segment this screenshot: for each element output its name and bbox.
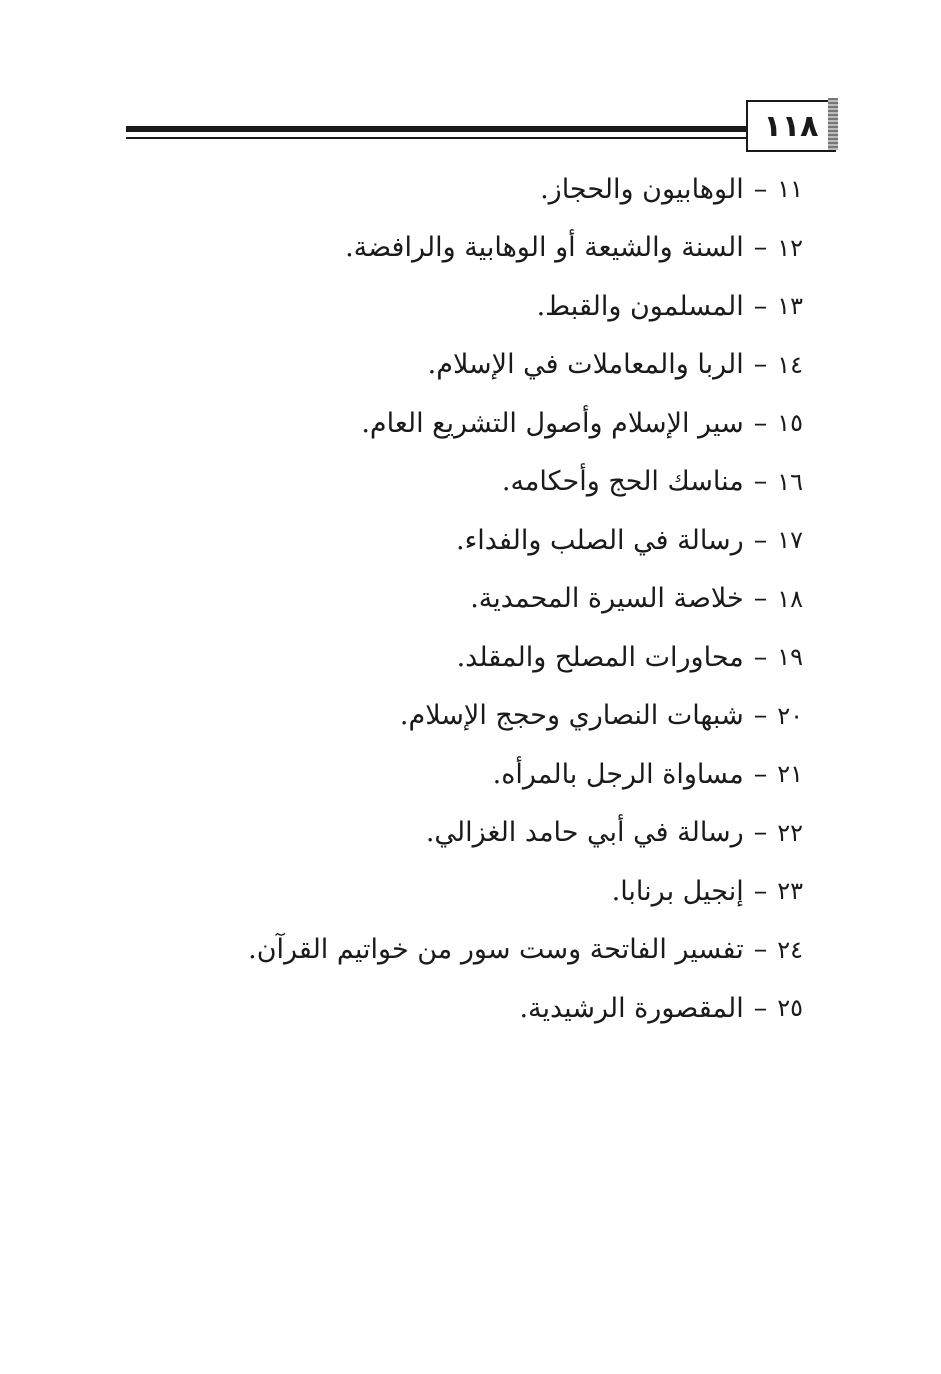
item-dash: – [753, 524, 768, 556]
list-item [203, 862, 803, 921]
item-number: ٢٥ [777, 994, 803, 1023]
item-title: تفسير الفاتحة وست سور من خواتيم القرآن. [248, 934, 744, 966]
item-number: ١٦ [777, 467, 803, 496]
item-title: الربا والمعاملات في الإسلام. [427, 349, 744, 381]
page-edge-strip [828, 98, 838, 150]
item-title: خلاصة السيرة المحمدية. [470, 583, 744, 615]
numbered-list [203, 160, 803, 1038]
item-dash: – [753, 758, 768, 790]
item-dash: – [753, 875, 768, 907]
list-item [203, 394, 803, 453]
item-title: السنة والشيعة أو الوهابية والرافضة. [345, 232, 744, 264]
item-number: ٢٢ [777, 818, 803, 847]
item-title: مناسك الحج وأحكامه. [501, 466, 744, 498]
item-dash: – [753, 992, 768, 1024]
item-title: المسلمون والقبط. [536, 290, 744, 322]
item-dash: – [753, 349, 768, 381]
item-title: رسالة في أبي حامد الغزالي. [425, 817, 744, 849]
item-number: ١٨ [777, 584, 803, 613]
page-header [126, 98, 838, 154]
item-number: ١١ [777, 175, 803, 204]
item-dash: – [753, 641, 768, 673]
page-number: ١١٨ [763, 108, 819, 144]
list-item [203, 570, 803, 629]
item-dash: – [753, 700, 768, 732]
item-dash: – [753, 817, 768, 849]
list-item [203, 336, 803, 395]
item-title: الوهابيون والحجاز. [540, 173, 744, 205]
item-dash: – [753, 173, 768, 205]
header-rule-thick [126, 126, 748, 132]
item-dash: – [753, 583, 768, 615]
item-number: ١٣ [777, 292, 803, 321]
header-rule-thin [126, 137, 748, 139]
item-title: سير الإسلام وأصول التشريع العام. [361, 407, 744, 439]
list-item [203, 745, 803, 804]
item-dash: – [753, 934, 768, 966]
item-number: ٢١ [777, 760, 803, 789]
item-title: محاورات المصلح والمقلد. [456, 641, 744, 673]
item-title: رسالة في الصلب والفداء. [456, 524, 744, 556]
item-number: ١٩ [777, 643, 803, 672]
list-item [203, 979, 803, 1038]
item-number: ٢٠ [777, 701, 803, 730]
item-dash: – [753, 290, 768, 322]
list-item [203, 921, 803, 980]
item-number: ١٥ [777, 409, 803, 438]
item-number: ١٤ [777, 350, 803, 379]
item-title: إنجيل برنابا. [611, 875, 744, 907]
item-title: شبهات النصاري وحجج الإسلام. [399, 700, 744, 732]
item-number: ١٧ [777, 526, 803, 555]
list-item [203, 219, 803, 278]
item-title: المقصورة الرشيدية. [519, 992, 744, 1024]
item-dash: – [753, 232, 768, 264]
item-dash: – [753, 466, 768, 498]
list-item [203, 453, 803, 512]
item-number: ٢٤ [777, 935, 803, 964]
item-number: ١٢ [777, 233, 803, 262]
page-number-box [746, 100, 836, 152]
list-item [203, 511, 803, 570]
item-title: مساواة الرجل بالمرأه. [492, 758, 744, 790]
list-item [203, 160, 803, 219]
list-item [203, 804, 803, 863]
list-item [203, 628, 803, 687]
list-item [203, 687, 803, 746]
list-item [203, 277, 803, 336]
item-number: ٢٣ [777, 877, 803, 906]
item-dash: – [753, 407, 768, 439]
